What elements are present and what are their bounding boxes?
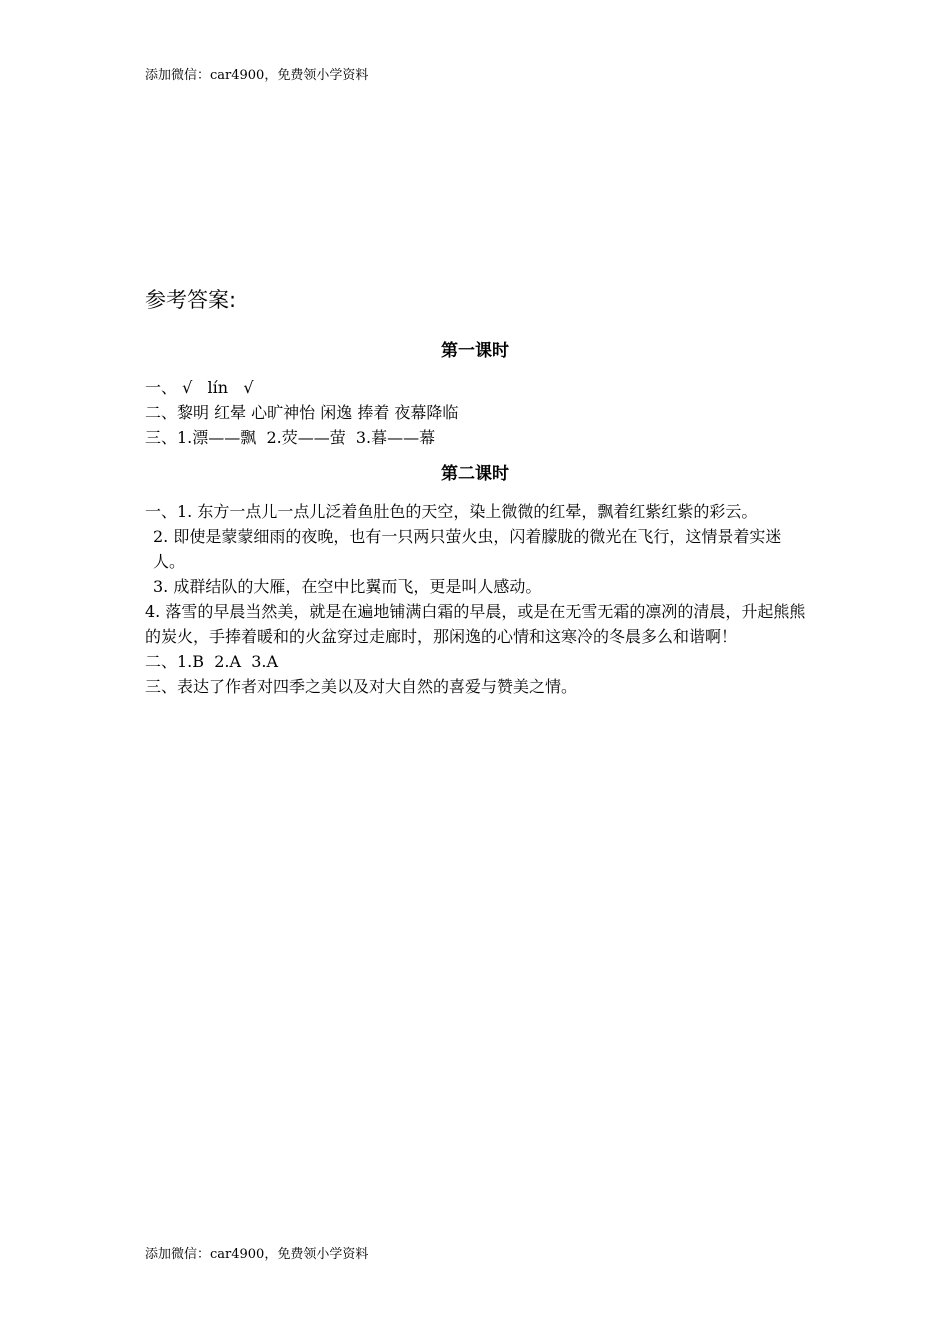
lesson1-answers [145, 375, 810, 450]
lesson2-answer-1-3: 3. 成群结队的大雁，在空中比翼而飞，更是叫人感动。 [153, 577, 542, 596]
header-note: 添加微信：car4900，免费领小学资料 [145, 68, 369, 83]
lesson1-answer-3: 三、1.漂——飘 2.荧——萤 3.暮——幕 [145, 428, 436, 447]
lesson1-title: 第一课时 [441, 341, 509, 361]
lesson2-answer-1-2: 2. 即使是蒙蒙细雨的夜晚，也有一只两只萤火虫，闪着朦胧的微光在飞行，这情景着实迷人。 [153, 527, 782, 571]
lesson2-answer-2: 二、1.B 2.A 3.A [145, 652, 279, 671]
lesson1-answer-2: 二、黎明 红晕 心旷神怡 闲逸 捧着 夜幕降临 [145, 403, 459, 422]
lesson2-answer-1-1: 一、1. 东方一点儿一点儿泛着鱼肚色的天空，染上微微的红晕，飘着红紫红紫的彩云。 [145, 502, 758, 521]
lesson2-title: 第二课时 [441, 464, 509, 484]
lesson2-answer-1-4: 4. 落雪的早晨当然美，就是在遍地铺满白霜的早晨，或是在无雪无霜的凛冽的清晨，升起熊熊的炭火，手捧着暖和的火盆穿过走廊时，那闲逸的心情和这寒冷的冬晨多么和谐啊！ [145, 602, 806, 646]
lesson1-answer-1: 一、 √ lín √ [145, 378, 254, 397]
footer-note: 添加微信：car4900，免费领小学资料 [145, 1247, 369, 1262]
lesson2-answers [145, 499, 810, 699]
lesson2-answer-3: 三、表达了作者对四季之美以及对大自然的喜爱与赞美之情。 [145, 677, 578, 696]
answer-heading: 参考答案: [145, 288, 237, 312]
